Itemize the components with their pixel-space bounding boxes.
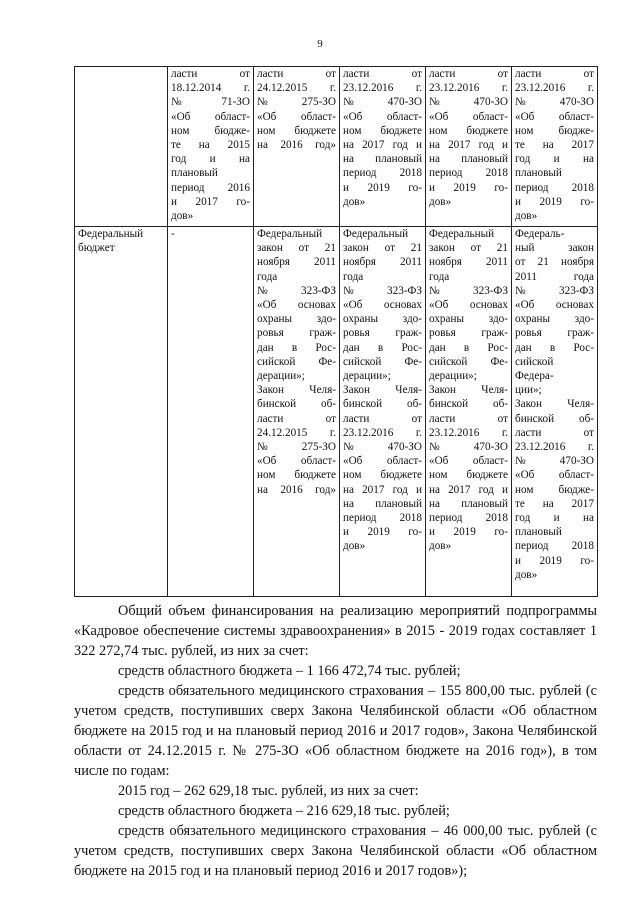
table-cell: Федераль- ный закон от 21 ноября 2011 года № 323-ФЗ «Об основах охраны здо- ровья граж- дан в Рос- сийской Федера- ции»; Закон Челя- бинской об- ласти от 23.12.2016 г. № 470-ЗО «Об област- ном бюдже- те на 2017 год и на плановый период 2018 и 2019 го- дов» bbox=[512, 227, 598, 597]
financing-text bbox=[74, 601, 597, 881]
table-cell: ласти от 23.12.2016 г. № 470-ЗО «Об област- ном бюдже- те на 2017 год и на плановый период 2018 и 2019 го- дов» bbox=[512, 67, 598, 227]
paragraph: средств обязательного медицинского страхования – 155 800,00 тыс. рублей (с учетом средств, поступивших сверх Закона Челябинской области «Об областном бюджете на 2015 год и на плановый период 2016 и 2017 годов», Закона Челябинской области от 24.12.2015 г. № 275-ЗО «Об областном бюджете на 2016 год»), в том числе по годам: bbox=[74, 683, 597, 779]
page-number: 9 bbox=[317, 38, 323, 50]
table-row bbox=[75, 67, 598, 227]
paragraph: 2015 год – 262 629,18 тыс. рублей, из них за счет: bbox=[118, 783, 419, 799]
table-cell: - bbox=[168, 227, 254, 597]
table-cell: Федеральный закон от 21 ноября 2011 года № 323-ФЗ «Об основах охраны здо- ровья граж- дан в Рос- сийской Фе- дерации»; Закон Челя- бинской об- ласти от 23.12.2016 г. № 470-ЗО «Об област- ном бюджете на 2017 год и на плановый период 2018 и 2019 го- дов» bbox=[340, 227, 426, 597]
table-cell: ласти от 18.12.2014 г. № 71-ЗО «Об област- ном бюдже- те на 2015 год и на плановый период 2016 и 2017 го- дов» bbox=[168, 67, 254, 227]
paragraph: средств областного бюджета – 216 629,18 тыс. рублей; bbox=[118, 803, 450, 819]
table-cell: ласти от 23.12.2016 г. № 470-ЗО «Об област- ном бюджете на 2017 год и на плановый период 2018 и 2019 го- дов» bbox=[340, 67, 426, 227]
table-cell: Федеральный закон от 21 ноября 2011 года № 323-ФЗ «Об основах охраны здо- ровья граж- дан в Рос- сийской Фе- дерации»; Закон Челя- бинской об- ласти от 23.12.2016 г. № 470-ЗО «Об област- ном бюджете на 2017 год и на плановый период 2018 и 2019 го- дов» bbox=[426, 227, 512, 597]
paragraph: Общий объем финансирования на реализацию мероприятий подпрограммы «Кадровое обеспечение системы здравоохранения» в 2015 - 2019 годах составляет 1 322 272,74 тыс. рублей, из них за счет: bbox=[74, 603, 597, 659]
row-label-cell: Федеральный бюджет bbox=[75, 227, 168, 597]
paragraph: средств областного бюджета – 1 166 472,74 тыс. рублей; bbox=[118, 663, 461, 679]
table-cell: ласти от 24.12.2015 г. № 275-ЗО «Об област- ном бюджете на 2016 год» bbox=[254, 67, 340, 227]
row-label-cell bbox=[75, 67, 168, 227]
table-row bbox=[75, 227, 598, 597]
table-cell: ласти от 23.12.2016 г. № 470-ЗО «Об област- ном бюджете на 2017 год и на плановый период 2018 и 2019 го- дов» bbox=[426, 67, 512, 227]
financing-sources-table bbox=[74, 66, 598, 597]
paragraph: средств обязательного медицинского страхования – 46 000,00 тыс. рублей (с учетом средств, поступивших сверх Закона Челябинской области «Об областном бюджете на 2015 год и на плановый период 2016 и 2017 годов»); bbox=[74, 823, 597, 879]
table-cell: Федеральный закон от 21 ноября 2011 года № 323-ФЗ «Об основах охраны здо- ровья граж- дан в Рос- сийской Фе- дерации»; Закон Челя- бинской об- ласти от 24.12.2015 г. № 275-ЗО «Об област- ном бюджете на 2016 год» bbox=[254, 227, 340, 597]
